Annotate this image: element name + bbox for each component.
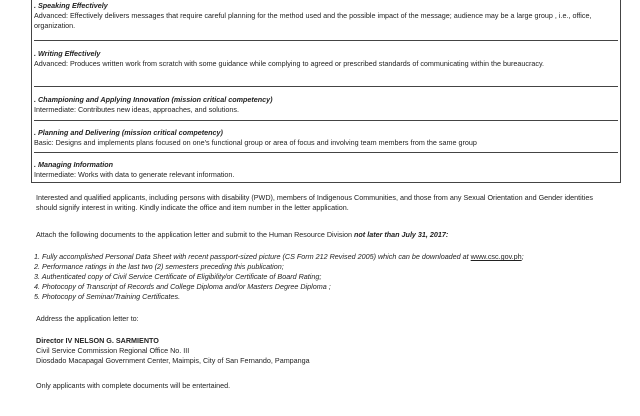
competency-description: Basic: Designs and implements plans focused on one's functional group or area of focus and involving team members from the same group [34, 138, 477, 147]
list-item: 2. Performance ratings in the last two (2) semesters preceding this publication; [34, 262, 284, 271]
competency-managing-information [34, 160, 618, 182]
competency-planning [34, 128, 618, 153]
competency-description: Advanced: Produces written work from scratch with some guidance while complying to agreed or prescribed standards of communicating within the bureaucracy. [34, 59, 545, 68]
competency-description: Intermediate: Contributes new ideas, approaches, and solutions. [34, 105, 239, 114]
list-item: 3. Authenticated copy of Civil Service Certificate of Eligibility/or Certificate of Board Rating; [34, 272, 322, 281]
closing-note: Only applicants with complete documents will be entertained. [36, 381, 231, 390]
addressee-name: Director IV NELSON G. SARMIENTO [36, 336, 159, 345]
deadline-text: not later than July 31, 2017: [354, 230, 449, 239]
competency-title: . Managing Information [34, 160, 114, 169]
documents-list [34, 252, 594, 302]
competency-title: . Speaking Effectively [34, 1, 108, 10]
interest-paragraph: Interested and qualified applicants, including persons with disability (PWD), members of Indigenous Communities, and those from any Sexual Orientation and Gender identities should signify interest in writing. Kindly indicate the office and item number in the letter application. [36, 193, 593, 212]
competency-description: Intermediate: Works with data to generate relevant information. [34, 170, 235, 179]
addressee-block [36, 336, 606, 366]
competency-title: . Championing and Applying Innovation (mission critical competency) [34, 95, 273, 104]
list-item: 1. Fully accomplished Personal Data Sheet with recent passport-sized picture (CS Form 212 Revised 2005) which can be downloaded at www.csc.gov.ph; [34, 252, 524, 261]
csc-website-link[interactable]: www.csc.gov.ph [470, 252, 522, 261]
competency-title: . Writing Effectively [34, 49, 101, 58]
competency-writing [34, 49, 618, 87]
competency-description: Advanced: Effectively delivers messages that require careful planning for the method used and the possible impact of the message; audience may be a large group , i.e., office, organization. [34, 11, 592, 30]
list-item: 4. Photocopy of Transcript of Records and College Diploma and/or Masters Degree Diploma ; [34, 282, 331, 291]
addressee-office: Civil Service Commission Regional Office No. III [36, 346, 190, 355]
competency-speaking [34, 1, 618, 41]
attach-instructions [36, 230, 606, 240]
attach-text: Attach the following documents to the application letter and submit to the Human Resource Division [36, 230, 355, 239]
addressee-address: Diosdado Macapagal Government Center, Maimpis, City of San Fernando, Pampanga [36, 356, 310, 365]
address-intro: Address the application letter to: [36, 314, 139, 323]
competency-title: . Planning and Delivering (mission critical competency) [34, 128, 223, 137]
list-item: 5. Photocopy of Seminar/Training Certificates. [34, 292, 181, 301]
competency-innovation [34, 95, 618, 121]
